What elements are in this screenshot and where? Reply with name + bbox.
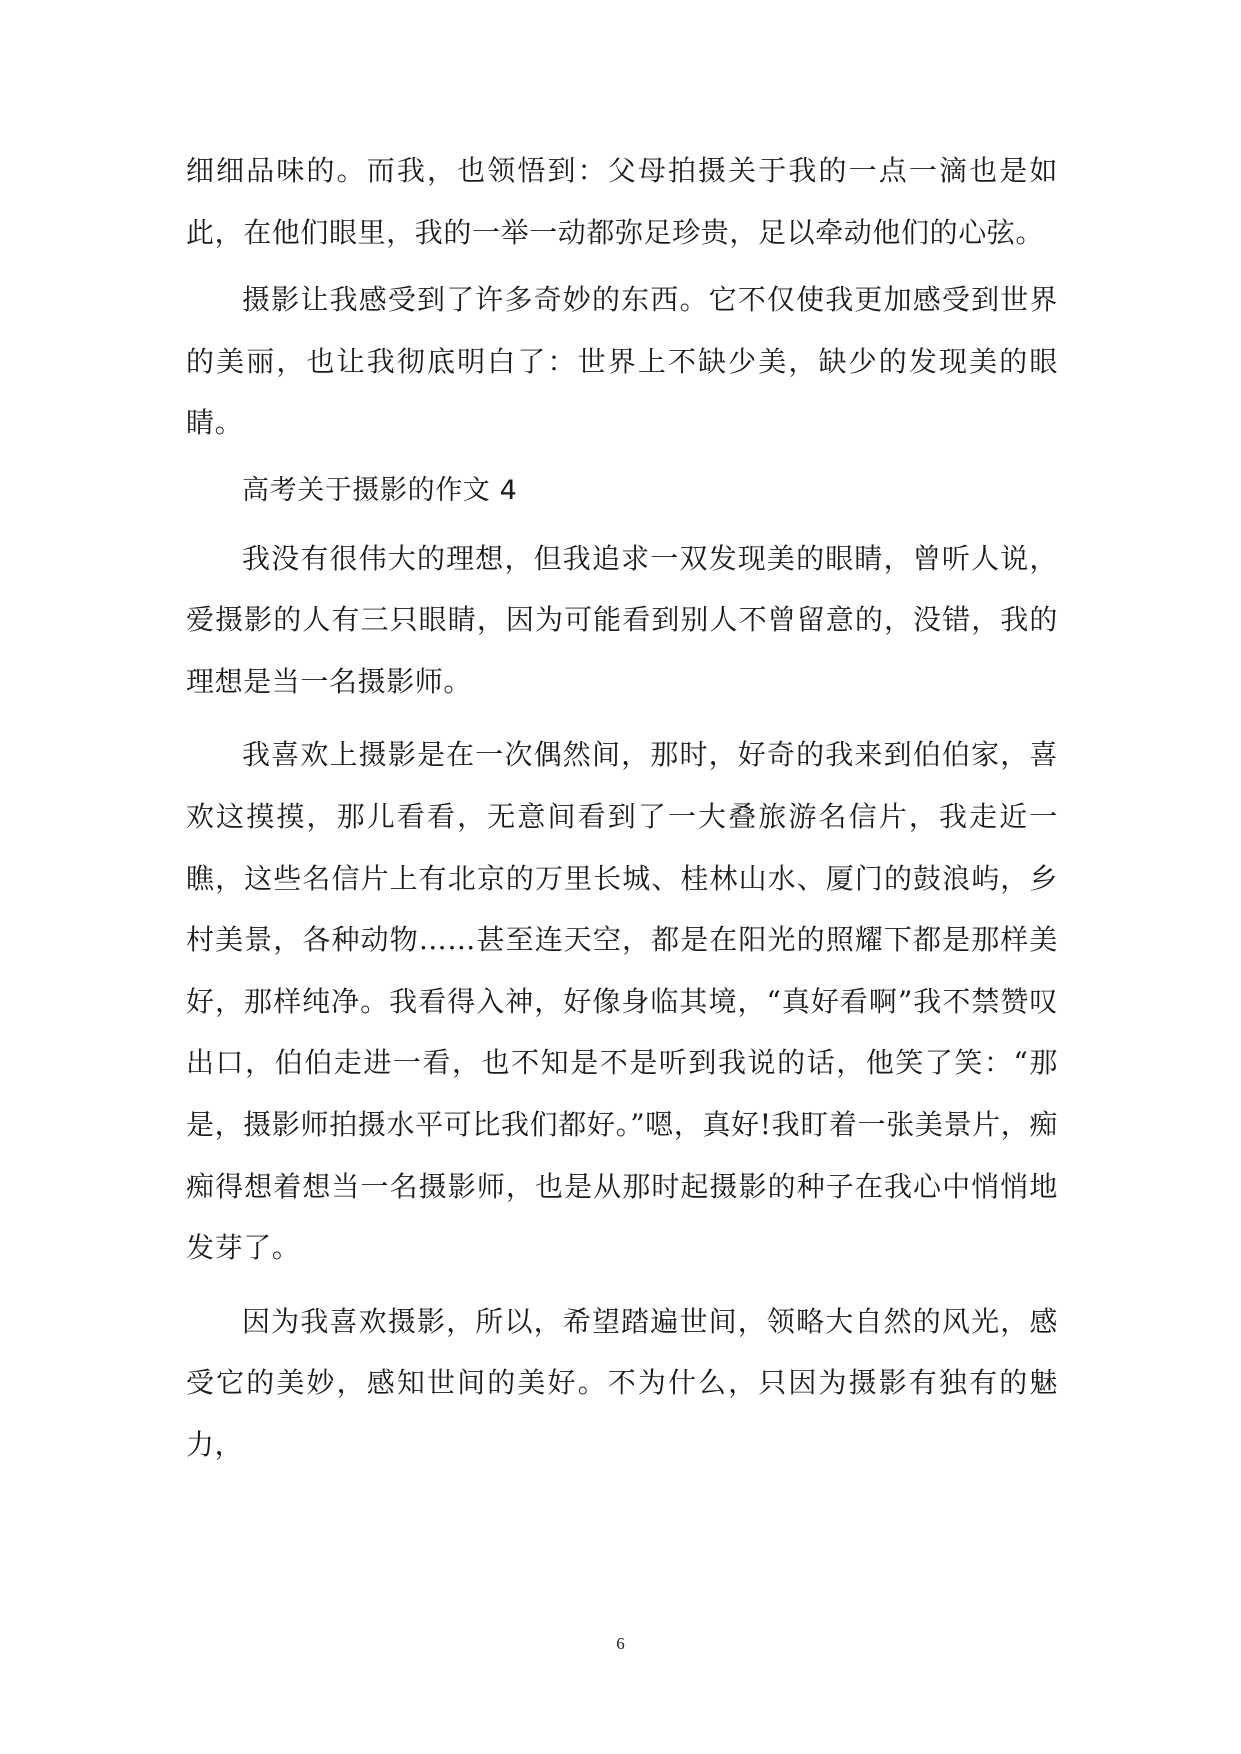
- paragraph-gap: [186, 1279, 1058, 1291]
- paragraph-5: 我喜欢上摄影是在一次偶然间，那时，好奇的我来到伯伯家，喜欢这摸摸，那儿看看，无意间看到了一大叠旅游名信片，我走近一瞧，这些名信片上有北京的万里长城、桂林山水、厦门的鼓浪屿，乡村美景，各种动物……甚至连天空，都是在阳光的照耀下都是那样美好，那样纯净。我看得入神，好像身临其境，“真好看啊”我不禁赞叹出口，伯伯走进一看，也不知是不是听到我说的话，他笑了笑：“那是，摄影师拍摄水平可比我们都好。”嗯，真好!我盯着一张美景片，痴痴得想着想当一名摄影师，也是从那时起摄影的种子在我心中悄悄地发芽了。: [186, 738, 1058, 1265]
- paragraph-2: 摄影让我感受到了许多奇妙的东西。它不仅使我更加感受到世界的美丽，也让我彻底明白了：世界上不缺少美，缺少的发现美的眼睛。: [186, 283, 1058, 440]
- paragraph-6: 因为我喜欢摄影，所以，希望踏遍世间，领略大自然的风光，感受它的美妙，感知世间的美好。不为什么，只因为摄影有独有的魅力，: [186, 1304, 1058, 1461]
- paragraph-gap: [186, 712, 1058, 724]
- section-heading: 高考关于摄影的作文 4: [242, 474, 518, 506]
- page-number: 6: [616, 1634, 625, 1653]
- document-body: [186, 140, 1058, 1475]
- paragraph-4: 我没有很伟大的理想，但我追求一双发现美的眼睛，曾听人说，爱摄影的人有三只眼睛，因为可能看到别人不曾留意的，没错，我的理想是当一名摄影师。: [186, 541, 1058, 698]
- paragraph-1: 细细品味的。而我，也领悟到：父母拍摄关于我的一点一滴也是如此，在他们眼里，我的一举一动都弥足珍贵，足以牵动他们的心弦。: [186, 154, 1058, 249]
